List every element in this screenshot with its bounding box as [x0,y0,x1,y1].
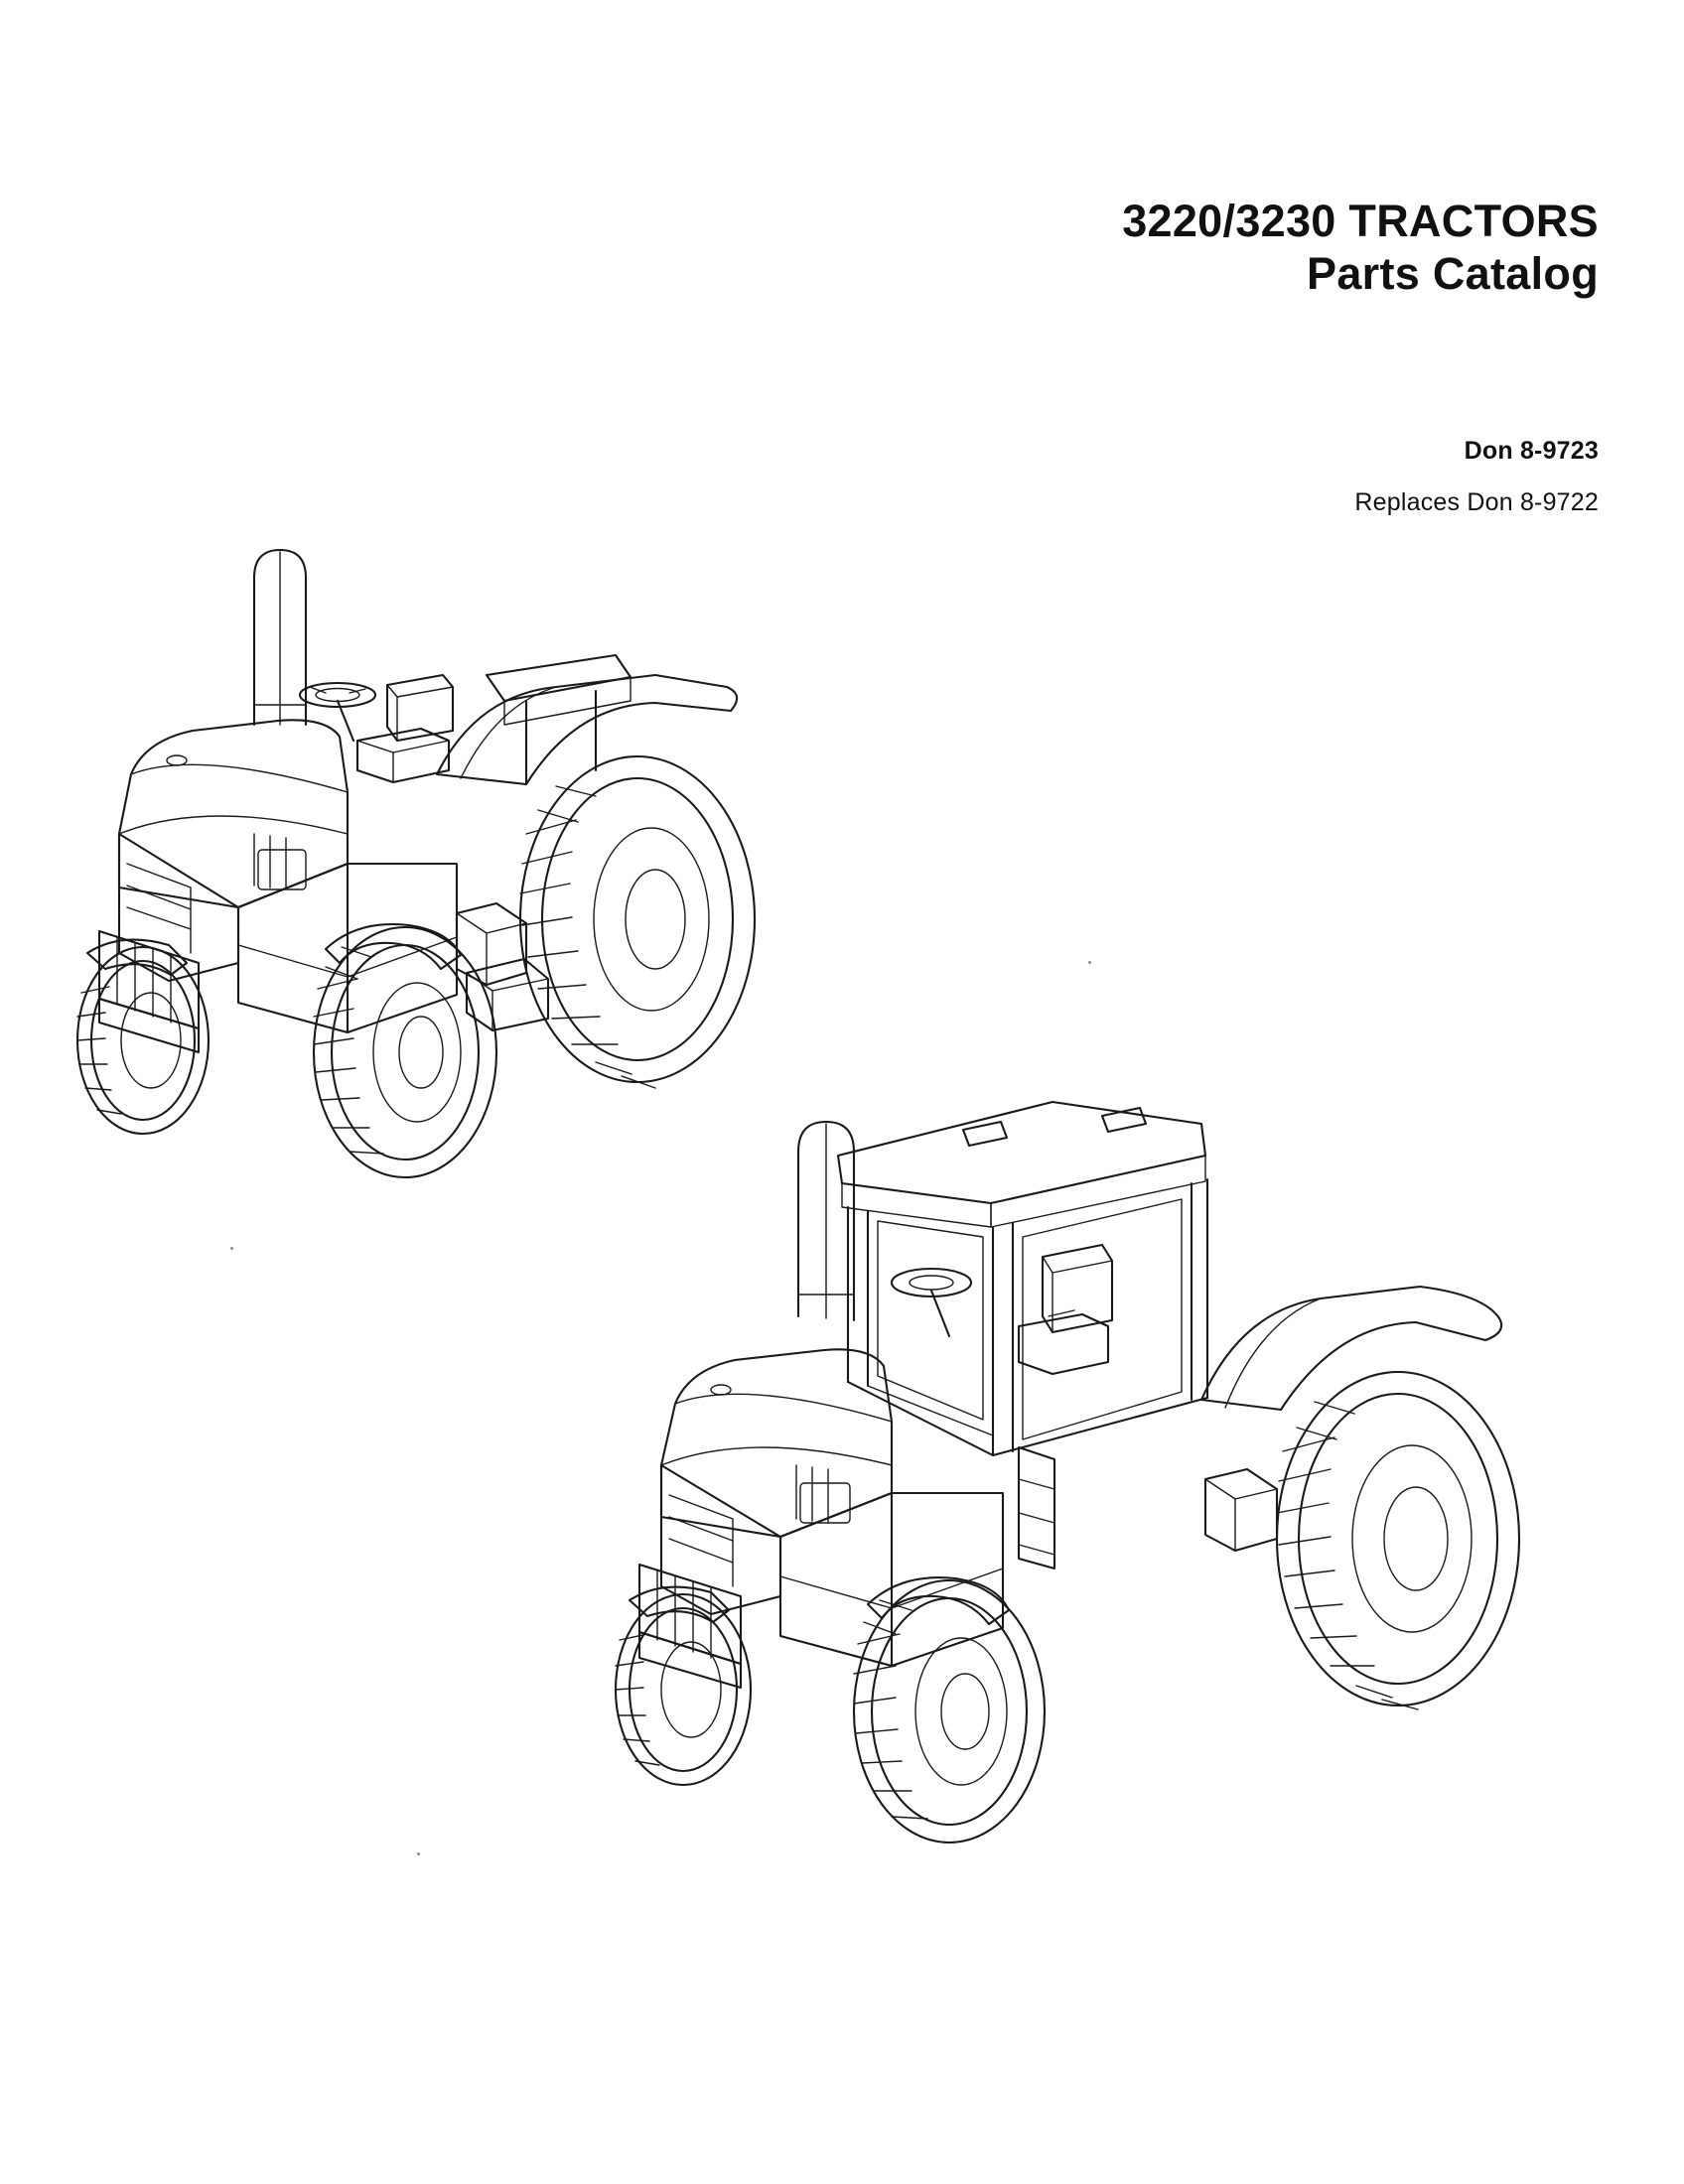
document-meta [506,433,1599,521]
tractor-cab-illustration [586,1072,1628,2075]
title-model-line: 3220/3230 TRACTORS [1122,196,1599,246]
page-title [506,195,1599,300]
title-subtitle-line: Parts Catalog [1307,248,1599,300]
page-speck-1 [1088,961,1091,964]
page-speck-2 [230,1247,233,1250]
document-number: Don 8-9723 [1464,437,1599,465]
document-replaces: Replaces Don 8-9722 [1354,487,1599,516]
illustration-area [0,516,1684,2154]
page-speck-3 [417,1852,420,1855]
